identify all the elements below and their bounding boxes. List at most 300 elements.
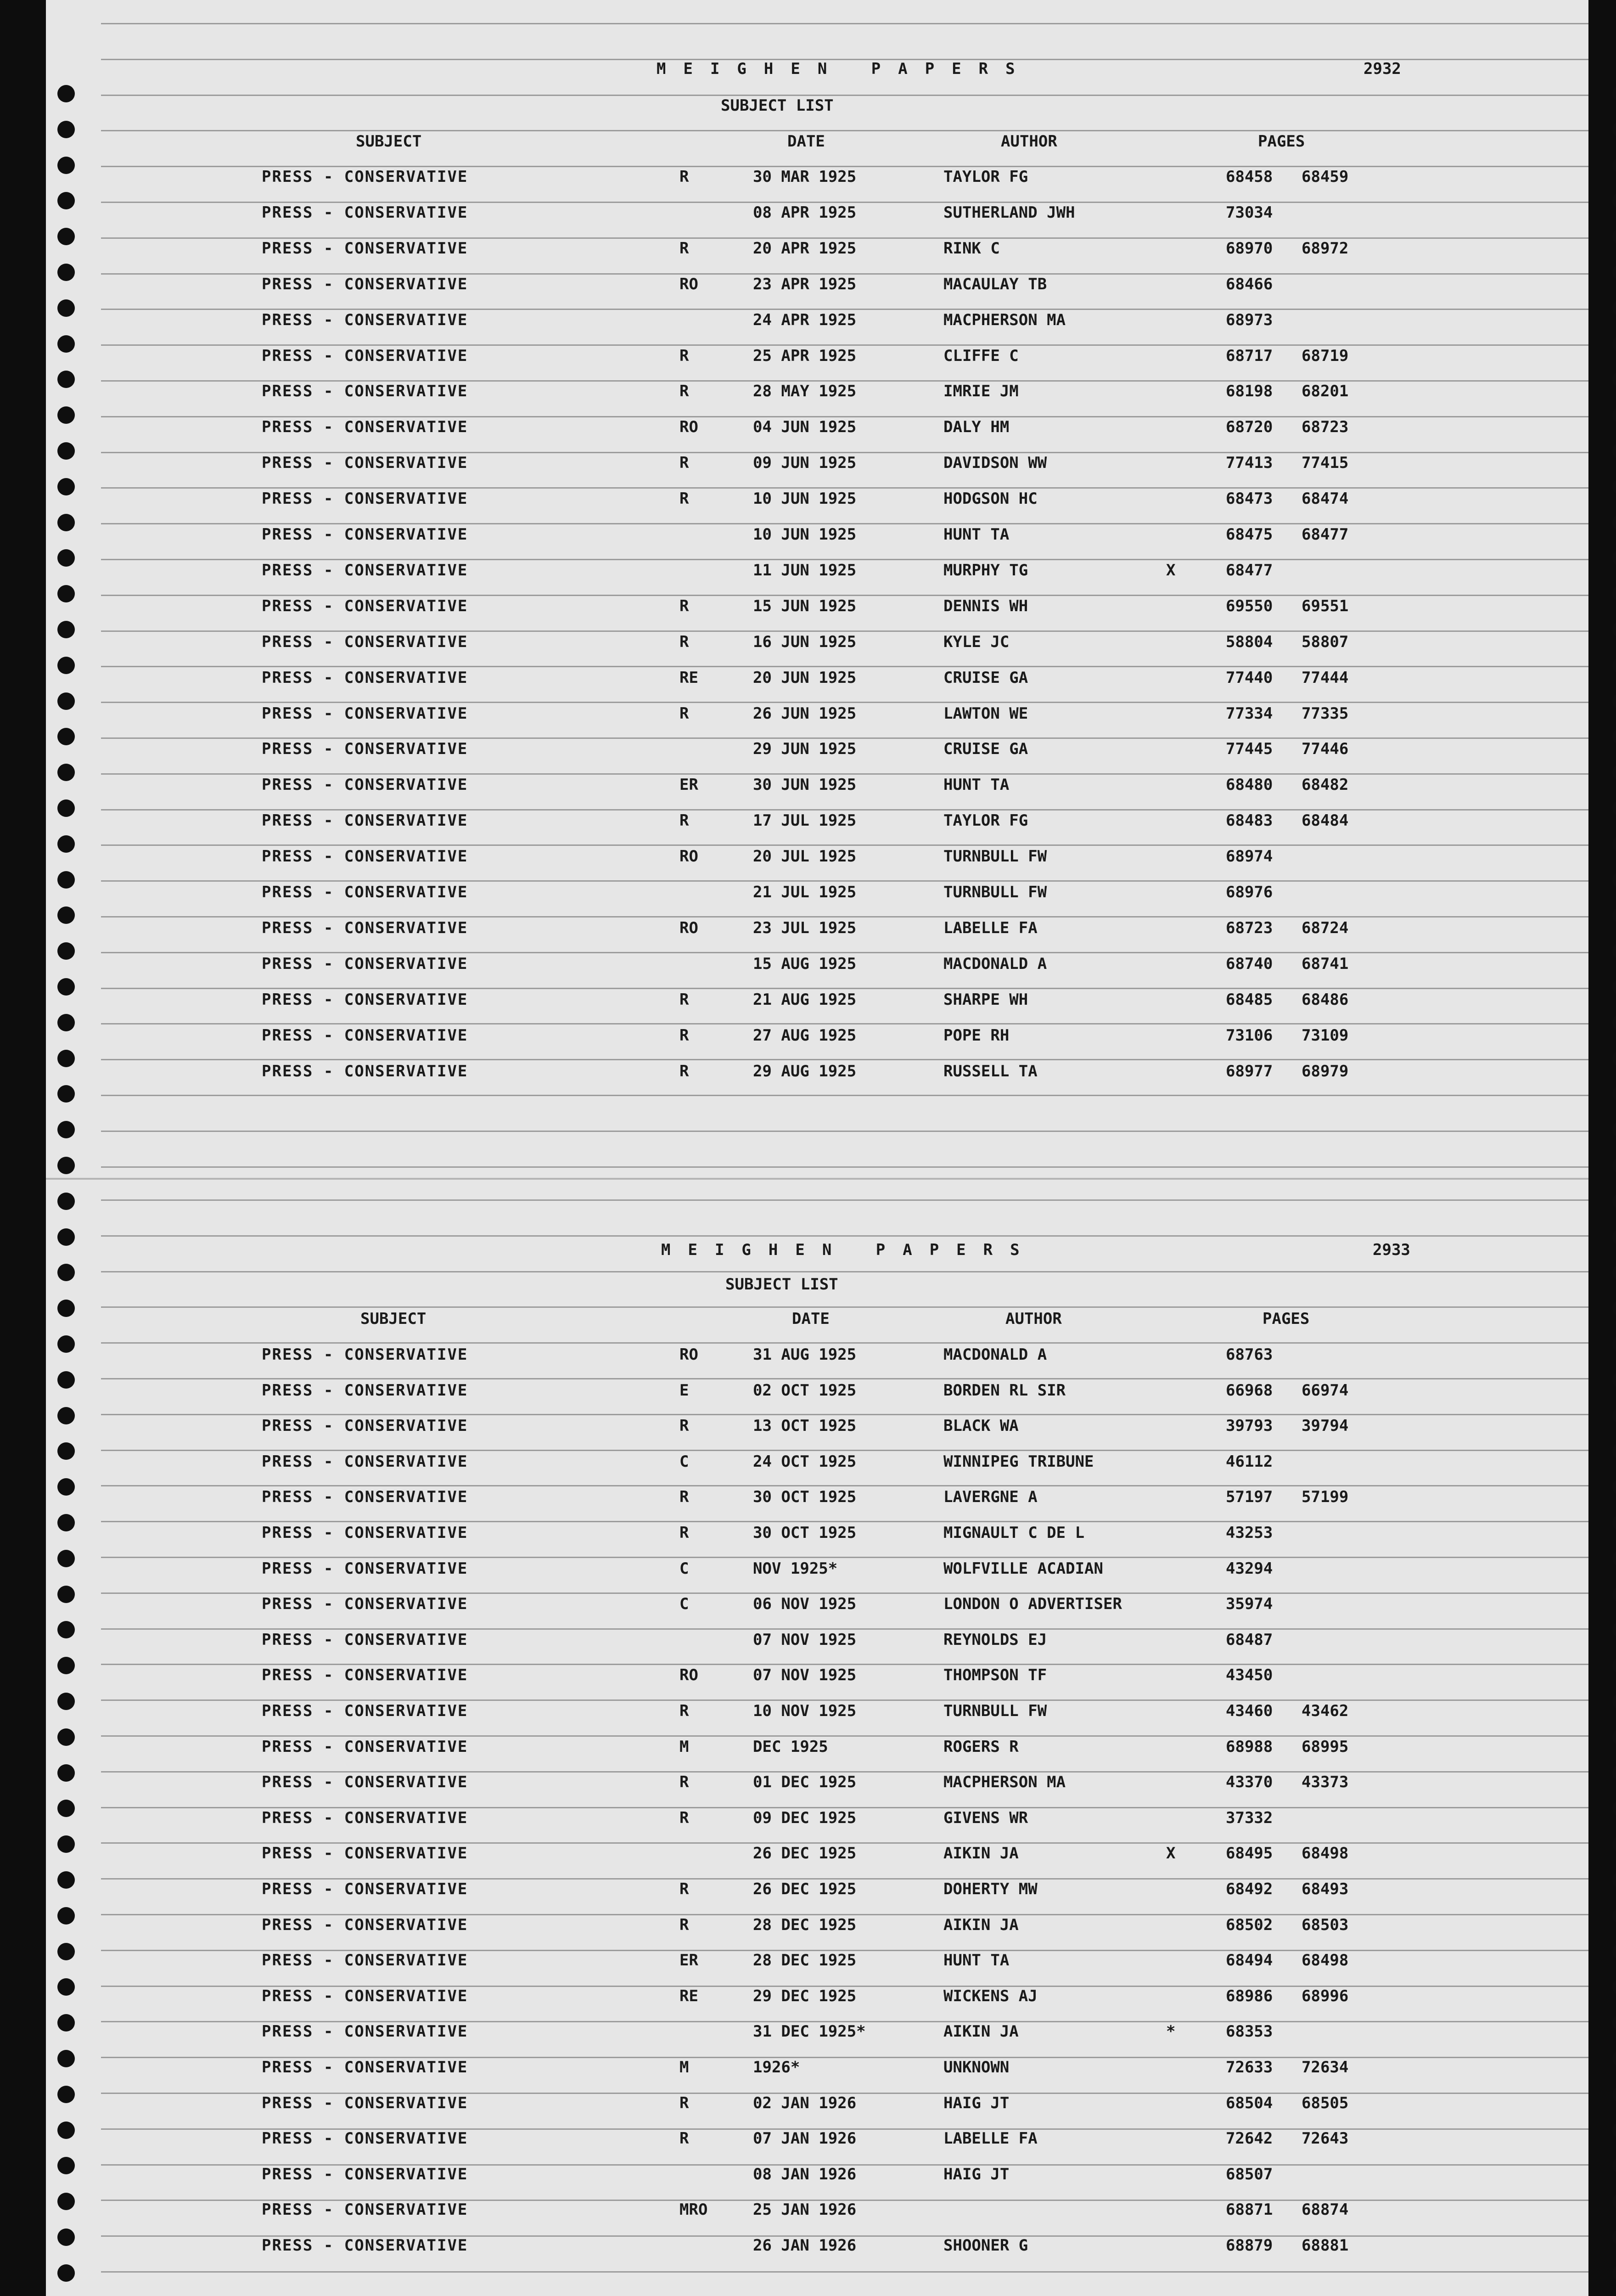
- row-subject: PRESS - CONSERVATIVE: [262, 2200, 468, 2219]
- row-code: RO: [679, 1345, 698, 1364]
- perforation-hole: [1612, 2014, 1616, 2032]
- row-author: MURPHY TG: [943, 561, 1028, 580]
- perforation-hole: [1612, 1800, 1616, 1817]
- row-date: 08 JAN 1926: [753, 2165, 857, 2183]
- row-date: 30 OCT 1925: [753, 1488, 857, 1507]
- row-author: HUNT TA: [943, 1951, 1010, 1970]
- row-code: R: [679, 168, 689, 186]
- row-subject: PRESS - CONSERVATIVE: [262, 310, 468, 329]
- row-subject: PRESS - CONSERVATIVE: [262, 2165, 468, 2183]
- perforation-hole: [1612, 835, 1616, 853]
- row-page-start: 68717: [1226, 346, 1273, 365]
- row-subject: PRESS - CONSERVATIVE: [262, 1559, 468, 1578]
- row-page-start: 68502: [1226, 1915, 1273, 1934]
- row-subject: PRESS - CONSERVATIVE: [262, 1488, 468, 1507]
- row-page-start: 68466: [1226, 275, 1273, 293]
- row-page-end: 68741: [1302, 954, 1349, 973]
- perforation-hole: [1612, 1478, 1616, 1496]
- page-subtitle: SUBJECT LIST: [721, 96, 834, 115]
- row-mark: X: [1166, 561, 1176, 580]
- table-row: [46, 203, 1588, 239]
- row-date: 15 AUG 1925: [753, 954, 857, 973]
- row-page-start: 68976: [1226, 883, 1273, 901]
- perforation-hole: [1612, 299, 1616, 317]
- table-row: [46, 2094, 1588, 2130]
- row-date: 08 APR 1925: [753, 203, 857, 222]
- column-header-subject: SUBJECT: [356, 132, 422, 151]
- perforation-hole: [1612, 442, 1616, 460]
- row-code: RO: [679, 1666, 698, 1685]
- row-author: HUNT TA: [943, 776, 1010, 794]
- row-subject: PRESS - CONSERVATIVE: [262, 883, 468, 901]
- perforation-hole: [1612, 121, 1616, 138]
- row-author: BLACK WA: [943, 1417, 1019, 1435]
- row-subject: PRESS - CONSERVATIVE: [262, 346, 468, 365]
- row-subject: PRESS - CONSERVATIVE: [262, 1986, 468, 2005]
- table-row: [46, 2236, 1588, 2272]
- row-subject: PRESS - CONSERVATIVE: [262, 2129, 468, 2148]
- perforation-hole: [1612, 1728, 1616, 1746]
- row-subject: PRESS - CONSERVATIVE: [262, 740, 468, 759]
- row-code: RO: [679, 918, 698, 937]
- perforation-hole: [1612, 1550, 1616, 1567]
- row-code: MRO: [679, 2200, 708, 2219]
- row-subject: PRESS - CONSERVATIVE: [262, 2236, 468, 2255]
- row-subject: PRESS - CONSERVATIVE: [262, 1844, 468, 1863]
- row-page-end: 68459: [1302, 168, 1349, 186]
- row-subject: PRESS - CONSERVATIVE: [262, 203, 468, 222]
- row-date: 30 JUN 1925: [753, 776, 857, 794]
- row-page-start: 39793: [1226, 1417, 1273, 1435]
- row-subject: PRESS - CONSERVATIVE: [262, 2058, 468, 2077]
- row-date: DEC 1925: [753, 1737, 828, 1756]
- table-row: [46, 669, 1588, 704]
- table-row: [46, 776, 1588, 811]
- table-row: [46, 1844, 1588, 1880]
- row-subject: PRESS - CONSERVATIVE: [262, 918, 468, 937]
- row-author: WINNIPEG TRIBUNE: [943, 1452, 1094, 1471]
- row-page-end: 72634: [1302, 2058, 1349, 2077]
- table-row: [46, 1026, 1588, 1062]
- row-subject: PRESS - CONSERVATIVE: [262, 1026, 468, 1045]
- row-code: R: [679, 2093, 689, 2112]
- row-code: R: [679, 1702, 689, 1720]
- row-page-start: 77334: [1226, 704, 1273, 723]
- row-code: RO: [679, 275, 698, 293]
- table-row: [46, 1809, 1588, 1845]
- page-separator: [46, 1178, 1588, 1180]
- row-date: 15 JUN 1925: [753, 597, 857, 615]
- row-date: 17 JUL 1925: [753, 811, 857, 830]
- row-author: LAWTON WE: [943, 704, 1028, 723]
- column-header-author: AUTHOR: [1001, 132, 1057, 151]
- perforation-hole: [1612, 1657, 1616, 1674]
- perforation-hole: [1612, 1907, 1616, 1925]
- row-code: R: [679, 704, 689, 723]
- row-code: C: [679, 1595, 689, 1614]
- column-header-date: DATE: [792, 1310, 830, 1328]
- perforation-hole: [1612, 2086, 1616, 2103]
- perforation-hole: [1612, 1193, 1616, 1210]
- row-subject: PRESS - CONSERVATIVE: [262, 1524, 468, 1542]
- table-row: [46, 704, 1588, 740]
- row-page-end: 58807: [1302, 632, 1349, 651]
- row-author: TAYLOR FG: [943, 168, 1028, 186]
- row-author: GIVENS WR: [943, 1808, 1028, 1827]
- row-author: LABELLE FA: [943, 2129, 1038, 2148]
- row-date: 28 MAY 1925: [753, 382, 857, 401]
- row-page-end: 39794: [1302, 1417, 1349, 1435]
- perforation-hole: [1612, 549, 1616, 567]
- perforation-hole: [1612, 871, 1616, 889]
- table-row: [46, 275, 1588, 311]
- table-row: [46, 1880, 1588, 1916]
- table-row: [46, 2022, 1588, 2058]
- table-row: [46, 633, 1588, 669]
- table-row: [46, 1345, 1588, 1381]
- row-date: 29 JUN 1925: [753, 740, 857, 759]
- row-page-start: 68495: [1226, 1844, 1273, 1863]
- row-page-end: 69551: [1302, 597, 1349, 615]
- row-page-start: 72633: [1226, 2058, 1273, 2077]
- perforation-hole: [1612, 1014, 1616, 1031]
- row-page-start: 68740: [1226, 954, 1273, 973]
- row-page-end: 68723: [1302, 418, 1349, 437]
- perforation-hole: [1612, 1835, 1616, 1853]
- row-author: ROGERS R: [943, 1737, 1019, 1756]
- row-page-start: 68458: [1226, 168, 1273, 186]
- row-date: 24 OCT 1925: [753, 1452, 857, 1471]
- row-page-end: 68996: [1302, 1986, 1349, 2005]
- row-page-end: 68979: [1302, 1062, 1349, 1080]
- row-author: THOMPSON TF: [943, 1666, 1047, 1685]
- row-author: DOHERTY MW: [943, 1880, 1038, 1898]
- row-page-start: 68492: [1226, 1880, 1273, 1898]
- table-row: [46, 1452, 1588, 1488]
- table-row: [46, 2200, 1588, 2236]
- row-date: 10 JUN 1925: [753, 490, 857, 508]
- perforation-hole: [1612, 1586, 1616, 1603]
- row-page-start: 68198: [1226, 382, 1273, 401]
- perforation-hole: [1612, 728, 1616, 745]
- table-row: [46, 1559, 1588, 1595]
- table-row: [46, 561, 1588, 597]
- perforation-hole: [1612, 1300, 1616, 1317]
- table-row: [46, 919, 1588, 955]
- table-row: [46, 990, 1588, 1026]
- row-page-start: 68974: [1226, 847, 1273, 866]
- row-subject: PRESS - CONSERVATIVE: [262, 490, 468, 508]
- row-page-start: 43253: [1226, 1524, 1273, 1542]
- row-subject: PRESS - CONSERVATIVE: [262, 1737, 468, 1756]
- row-page-start: 35974: [1226, 1595, 1273, 1614]
- table-row: [46, 1702, 1588, 1738]
- row-subject: PRESS - CONSERVATIVE: [262, 239, 468, 258]
- row-code: M: [679, 1737, 689, 1756]
- row-code: R: [679, 632, 689, 651]
- perforation-hole: [1612, 1335, 1616, 1353]
- row-author: MACDONALD A: [943, 954, 1047, 973]
- row-page-start: 43294: [1226, 1559, 1273, 1578]
- row-subject: PRESS - CONSERVATIVE: [262, 1773, 468, 1792]
- row-date: 07 NOV 1925: [753, 1630, 857, 1649]
- row-page-end: 68874: [1302, 2200, 1349, 2219]
- perforation-hole: [1612, 228, 1616, 245]
- subject-list-page-2932: [46, 23, 1588, 1199]
- table-row: [46, 955, 1588, 990]
- row-date: 21 JUL 1925: [753, 883, 857, 901]
- row-subject: PRESS - CONSERVATIVE: [262, 1702, 468, 1720]
- row-subject: PRESS - CONSERVATIVE: [262, 1630, 468, 1649]
- perforation-hole: [1612, 764, 1616, 781]
- row-code: R: [679, 239, 689, 258]
- table-row: [46, 1738, 1588, 1773]
- row-page-end: 77335: [1302, 704, 1349, 723]
- row-code: R: [679, 990, 689, 1009]
- perforation-hole: [1612, 1871, 1616, 1889]
- row-page-start: 43450: [1226, 1666, 1273, 1685]
- column-header-subject: SUBJECT: [360, 1310, 426, 1328]
- row-page-start: 66968: [1226, 1381, 1273, 1400]
- row-date: 26 JAN 1926: [753, 2236, 857, 2255]
- row-author: AIKIN JA: [943, 2022, 1019, 2041]
- row-subject: PRESS - CONSERVATIVE: [262, 418, 468, 437]
- perforation-hole: [1612, 1407, 1616, 1424]
- row-code: RO: [679, 418, 698, 437]
- row-date: 13 OCT 1925: [753, 1417, 857, 1435]
- row-subject: PRESS - CONSERVATIVE: [262, 1062, 468, 1080]
- row-code: R: [679, 382, 689, 401]
- row-page-start: 68977: [1226, 1062, 1273, 1080]
- row-author: WICKENS AJ: [943, 1986, 1038, 2005]
- row-page-end: 43373: [1302, 1773, 1349, 1792]
- row-page-start: 73106: [1226, 1026, 1273, 1045]
- row-author: MACAULAY TB: [943, 275, 1047, 293]
- row-author: HAIG JT: [943, 2093, 1010, 2112]
- row-subject: PRESS - CONSERVATIVE: [262, 168, 468, 186]
- row-page-start: 68988: [1226, 1737, 1273, 1756]
- perforation-hole: [1612, 1943, 1616, 1960]
- row-page-end: 68995: [1302, 1737, 1349, 1756]
- row-page-start: 68973: [1226, 310, 1273, 329]
- perforation-hole: [1612, 1978, 1616, 1996]
- row-page-start: 58804: [1226, 632, 1273, 651]
- row-subject: PRESS - CONSERVATIVE: [262, 2022, 468, 2041]
- row-code: R: [679, 1524, 689, 1542]
- row-author: WOLFVILLE ACADIAN: [943, 1559, 1103, 1578]
- row-author: TURNBULL FW: [943, 1702, 1047, 1720]
- row-page-end: 66974: [1302, 1381, 1349, 1400]
- table-row: [46, 1987, 1588, 2023]
- row-page-end: 43462: [1302, 1702, 1349, 1720]
- row-mark: *: [1166, 2022, 1176, 2041]
- row-page-start: 68763: [1226, 1345, 1273, 1364]
- row-page-end: 68505: [1302, 2093, 1349, 2112]
- row-subject: PRESS - CONSERVATIVE: [262, 275, 468, 293]
- perforation-hole: [1612, 406, 1616, 424]
- row-author: SUTHERLAND JWH: [943, 203, 1075, 222]
- printout-sheet: [46, 0, 1588, 2296]
- row-date: 07 JAN 1926: [753, 2129, 857, 2148]
- column-header-pages: PAGES: [1258, 132, 1305, 151]
- row-page-start: 72642: [1226, 2129, 1273, 2148]
- row-subject: PRESS - CONSERVATIVE: [262, 382, 468, 401]
- perforation-hole: [1612, 514, 1616, 531]
- row-code: RO: [679, 847, 698, 866]
- perforation-hole: [1612, 942, 1616, 960]
- row-subject: PRESS - CONSERVATIVE: [262, 811, 468, 830]
- row-subject: PRESS - CONSERVATIVE: [262, 668, 468, 687]
- perforation-hole: [1612, 264, 1616, 281]
- row-author: LONDON O ADVERTISER: [943, 1595, 1122, 1614]
- row-author: POPE RH: [943, 1026, 1010, 1045]
- page-title: MEIGHEN PAPERS: [656, 60, 1032, 78]
- row-subject: PRESS - CONSERVATIVE: [262, 525, 468, 544]
- row-page-start: 37332: [1226, 1808, 1273, 1827]
- perforation-hole: [1612, 1764, 1616, 1782]
- row-page-end: 68493: [1302, 1880, 1349, 1898]
- row-page-end: 68498: [1302, 1844, 1349, 1863]
- row-author: MACDONALD A: [943, 1345, 1047, 1364]
- perforation-hole: [1612, 2157, 1616, 2174]
- row-date: 10 JUN 1925: [753, 525, 857, 544]
- page-subtitle: SUBJECT LIST: [725, 1275, 838, 1294]
- table-row: [46, 168, 1588, 203]
- row-date: 31 DEC 1925*: [753, 2022, 866, 2041]
- perforation-hole: [1612, 585, 1616, 602]
- row-subject: PRESS - CONSERVATIVE: [262, 1345, 468, 1364]
- row-author: BORDEN RL SIR: [943, 1381, 1066, 1400]
- perforation-hole: [1612, 2193, 1616, 2210]
- row-author: HAIG JT: [943, 2165, 1010, 2183]
- table-row: [46, 1062, 1588, 1098]
- row-page-start: 68475: [1226, 525, 1273, 544]
- row-author: TURNBULL FW: [943, 883, 1047, 901]
- row-page-start: 57197: [1226, 1488, 1273, 1507]
- row-author: CRUISE GA: [943, 740, 1028, 759]
- row-author: CLIFFE C: [943, 346, 1019, 365]
- row-author: AIKIN JA: [943, 1844, 1019, 1863]
- row-subject: PRESS - CONSERVATIVE: [262, 776, 468, 794]
- table-row: [46, 1631, 1588, 1666]
- row-page-end: 77415: [1302, 454, 1349, 473]
- row-subject: PRESS - CONSERVATIVE: [262, 1666, 468, 1685]
- table-row: [46, 1417, 1588, 1452]
- row-code: ER: [679, 1951, 698, 1970]
- row-page-start: 68487: [1226, 1630, 1273, 1649]
- row-subject: PRESS - CONSERVATIVE: [262, 1381, 468, 1400]
- row-page-end: 68719: [1302, 346, 1349, 365]
- row-date: 29 DEC 1925: [753, 1986, 857, 2005]
- row-code: ER: [679, 776, 698, 794]
- row-author: DENNIS WH: [943, 597, 1028, 615]
- table-row: [46, 1666, 1588, 1702]
- table-row: [46, 311, 1588, 347]
- row-page-end: 68482: [1302, 776, 1349, 794]
- row-subject: PRESS - CONSERVATIVE: [262, 2093, 468, 2112]
- row-date: 06 NOV 1925: [753, 1595, 857, 1614]
- row-code: R: [679, 1026, 689, 1045]
- table-row: [46, 525, 1588, 561]
- row-code: RE: [679, 1986, 698, 2005]
- row-date: 09 DEC 1925: [753, 1808, 857, 1827]
- row-date: 21 AUG 1925: [753, 990, 857, 1009]
- perforation-hole: [1612, 371, 1616, 388]
- row-date: 11 JUN 1925: [753, 561, 857, 580]
- row-page-start: 68477: [1226, 561, 1273, 580]
- perforation-hole: [1612, 157, 1616, 174]
- table-row: [46, 2129, 1588, 2165]
- row-date: 31 AUG 1925: [753, 1345, 857, 1364]
- perforation-hole: [1612, 621, 1616, 638]
- row-author: HUNT TA: [943, 525, 1010, 544]
- row-code: R: [679, 454, 689, 473]
- row-author: SHOONER G: [943, 2236, 1028, 2255]
- subject-list-page-2933: [46, 1199, 1588, 2296]
- row-page-start: 68871: [1226, 2200, 1273, 2219]
- row-code: E: [679, 1381, 689, 1400]
- row-author: AIKIN JA: [943, 1915, 1019, 1934]
- table-row: [46, 883, 1588, 919]
- row-page-start: 68485: [1226, 990, 1273, 1009]
- row-code: R: [679, 1417, 689, 1435]
- table-row: [46, 454, 1588, 490]
- perforation-hole: [1612, 1157, 1616, 1174]
- perforation-hole: [1612, 2050, 1616, 2067]
- row-date: 07 NOV 1925: [753, 1666, 857, 1685]
- perforation-hole: [1612, 978, 1616, 996]
- column-header-author: AUTHOR: [1005, 1310, 1062, 1328]
- row-date: 20 JUL 1925: [753, 847, 857, 866]
- page-number: 2932: [1364, 60, 1401, 78]
- row-date: 02 JAN 1926: [753, 2093, 857, 2112]
- row-subject: PRESS - CONSERVATIVE: [262, 1417, 468, 1435]
- row-subject: PRESS - CONSERVATIVE: [262, 990, 468, 1009]
- row-code: R: [679, 1062, 689, 1080]
- perforation-hole: [1612, 1442, 1616, 1460]
- row-subject: PRESS - CONSERVATIVE: [262, 704, 468, 723]
- row-date: 20 APR 1925: [753, 239, 857, 258]
- row-page-start: 77413: [1226, 454, 1273, 473]
- table-row: [46, 1381, 1588, 1417]
- row-mark: X: [1166, 1844, 1176, 1863]
- row-date: 24 APR 1925: [753, 310, 857, 329]
- row-subject: PRESS - CONSERVATIVE: [262, 954, 468, 973]
- row-page-end: 68486: [1302, 990, 1349, 1009]
- row-date: 02 OCT 1925: [753, 1381, 857, 1400]
- row-date: 30 MAR 1925: [753, 168, 857, 186]
- row-date: 25 APR 1925: [753, 346, 857, 365]
- perforation-hole: [1612, 85, 1616, 102]
- perforation-hole: [1612, 335, 1616, 353]
- table-row: [46, 2058, 1588, 2094]
- row-author: TURNBULL FW: [943, 847, 1047, 866]
- row-author: DALY HM: [943, 418, 1010, 437]
- row-author: UNKNOWN: [943, 2058, 1010, 2077]
- row-date: 23 APR 1925: [753, 275, 857, 293]
- perforation-hole: [1612, 1050, 1616, 1067]
- row-page-start: 68494: [1226, 1951, 1273, 1970]
- perforation-hole: [1612, 1264, 1616, 1281]
- table-row: [46, 1773, 1588, 1809]
- table-row: [46, 740, 1588, 776]
- row-page-start: 69550: [1226, 597, 1273, 615]
- row-date: 25 JAN 1926: [753, 2200, 857, 2219]
- row-date: 16 JUN 1925: [753, 632, 857, 651]
- table-row: [46, 1595, 1588, 1631]
- row-page-end: 68881: [1302, 2236, 1349, 2255]
- row-page-start: 68480: [1226, 776, 1273, 794]
